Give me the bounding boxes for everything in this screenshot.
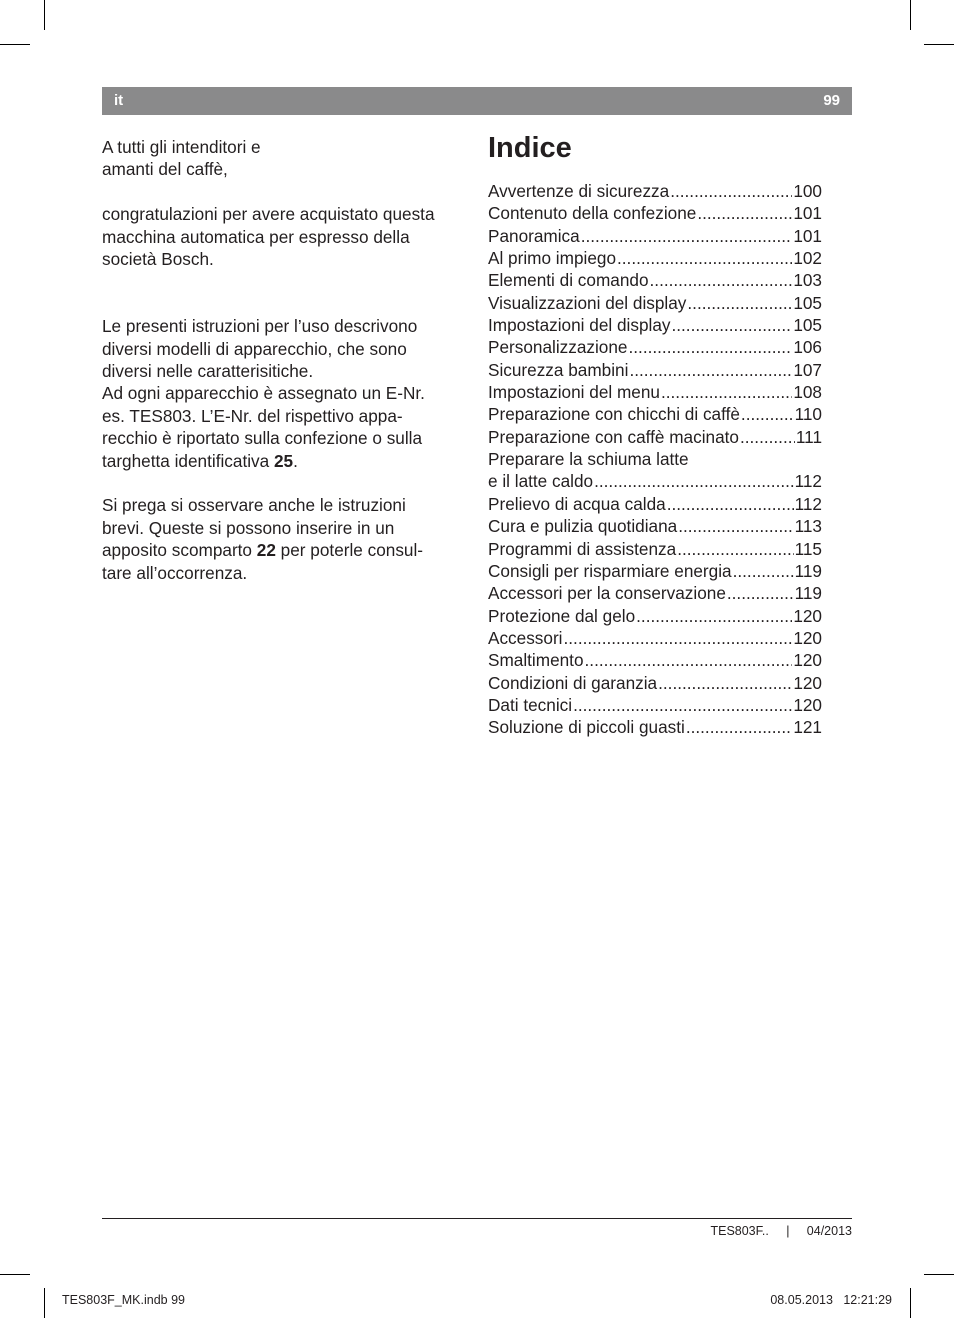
- leader-dots: [678, 515, 793, 537]
- toc-entry-label: Cura e pulizia quotidiana: [488, 516, 678, 537]
- toc-entry[interactable]: [488, 359, 822, 381]
- leader-dots: [733, 560, 794, 582]
- toc-entry-page: 110: [794, 404, 822, 425]
- leader-dots: [629, 336, 793, 358]
- intro-text: per poterle consul-: [275, 540, 424, 561]
- intro-text: targhetta identificativa: [102, 450, 274, 471]
- crop-mark: [924, 44, 954, 45]
- toc-entry[interactable]: [488, 470, 822, 492]
- toc-entry[interactable]: [488, 403, 822, 425]
- toc-entry-label: Sicurezza bambini: [488, 359, 629, 380]
- intro-line: Si prega si osservare anche le istruzioni: [102, 495, 406, 516]
- crop-mark: [924, 1274, 954, 1275]
- intro-line: diversi nelle caratterisitiche.: [102, 361, 314, 382]
- toc-entry-page: 108: [793, 382, 822, 403]
- toc-entry-page: 106: [793, 337, 822, 358]
- toc-entry-label: Preparazione con chicchi di caffè: [488, 404, 740, 425]
- table-of-contents: [488, 180, 822, 739]
- intro-line: società Bosch.: [102, 249, 214, 270]
- toc-entry-label: Panoramica: [488, 225, 580, 246]
- toc-entry-page: 112: [794, 471, 822, 492]
- toc-entry-page: 101: [793, 203, 822, 224]
- leader-dots: [661, 381, 792, 403]
- toc-entry-label: Accessori: [488, 627, 563, 648]
- footer-rule: [102, 1218, 852, 1219]
- toc-entry-label: Preparazione con caffè macinato: [488, 426, 739, 447]
- toc-entry-page: 119: [794, 560, 822, 581]
- crop-mark: [0, 44, 30, 45]
- leader-dots: [585, 649, 793, 671]
- intro-line: Ad ogni apparecchio è assegnato un E-Nr.: [102, 383, 425, 404]
- intro-line: diversi modelli di apparecchio, che sono: [102, 338, 407, 359]
- toc-entry-label: Soluzione di piccoli guasti: [488, 717, 685, 738]
- toc-entry-label: Impostazioni del display: [488, 315, 671, 336]
- intro-line: macchina automatica per espresso della: [102, 226, 410, 247]
- toc-entry[interactable]: [488, 314, 822, 336]
- intro-line: tare all’occorrenza.: [102, 562, 248, 583]
- crop-mark: [910, 1288, 911, 1318]
- intro-line: congratulazioni per avere acquistato questa: [102, 204, 435, 225]
- crop-mark: [0, 1274, 30, 1275]
- intro-line: amanti del caffè,: [102, 159, 228, 180]
- page-header-bar: [102, 87, 852, 115]
- leader-dots: [564, 627, 793, 649]
- toc-entry-label: Avvertenze di sicurezza: [488, 181, 670, 201]
- toc-entry-label: Protezione dal gelo: [488, 605, 636, 626]
- toc-entry[interactable]: [488, 336, 822, 358]
- toc-entry[interactable]: [488, 180, 822, 202]
- intro-line: recchio è riportato sulla confezione o sulla: [102, 428, 423, 449]
- toc-entry-label: Programmi di assistenza: [488, 538, 677, 559]
- leader-dots: [697, 202, 792, 224]
- toc-entry-page: 115: [794, 538, 822, 559]
- leader-dots: [741, 403, 794, 425]
- toc-entry[interactable]: [488, 582, 822, 604]
- intro-line: brevi. Queste si possono inserire in un: [102, 517, 395, 538]
- toc-entry-label: Accessori per la conservazione: [488, 583, 726, 604]
- intro-line: [102, 539, 472, 561]
- toc-entry-label: Al primo impiego: [488, 248, 616, 269]
- toc-entry[interactable]: [488, 560, 822, 582]
- toc-entry-label: Contenuto della confezione: [488, 203, 697, 224]
- toc-entry[interactable]: [488, 225, 822, 247]
- index-title: Indice: [488, 132, 572, 164]
- toc-entry-page: 111: [795, 426, 822, 447]
- toc-entry[interactable]: [488, 649, 822, 671]
- toc-entry[interactable]: [488, 716, 822, 738]
- toc-entry[interactable]: [488, 538, 822, 560]
- language-code: it: [114, 92, 124, 109]
- toc-entry-label: e il latte caldo: [488, 471, 594, 492]
- intro-column: [102, 136, 472, 584]
- print-slug-datetime: 08.05.2013 12:21:29: [770, 1293, 892, 1307]
- toc-entry-label: Condizioni di garanzia: [488, 672, 658, 693]
- toc-entry-page: 112: [794, 493, 822, 514]
- leader-dots: [671, 314, 792, 336]
- intro-line: Le presenti istruzioni per l’uso descrivono: [102, 316, 418, 337]
- toc-entry-page: 120: [793, 650, 822, 671]
- toc-entry-label: Smaltimento: [488, 650, 584, 671]
- toc-entry[interactable]: [488, 493, 822, 515]
- toc-entry[interactable]: [488, 269, 822, 291]
- toc-entry-label: Dati tecnici: [488, 694, 573, 715]
- print-slug-file: TES803F_MK.indb 99: [62, 1293, 185, 1307]
- toc-entry-label: Consigli per risparmiare energia: [488, 560, 732, 581]
- toc-entry[interactable]: [488, 247, 822, 269]
- toc-entry-label: Personalizzazione: [488, 337, 628, 358]
- toc-entry-label: Elementi di comando: [488, 270, 649, 291]
- toc-entry-page: 120: [793, 627, 822, 648]
- toc-entry-page: 102: [793, 248, 822, 269]
- intro-text: .: [293, 450, 298, 471]
- toc-entry[interactable]: [488, 694, 822, 716]
- leader-dots: [573, 694, 792, 716]
- index-column: [488, 128, 822, 739]
- leader-dots: [667, 493, 794, 515]
- toc-entry-label: Preparare la schiuma latte: [488, 449, 689, 470]
- part-reference: 22: [256, 540, 276, 561]
- crop-mark: [44, 1288, 45, 1318]
- intro-line: es. TES803. L’E-Nr. del rispettivo appa-: [102, 405, 403, 426]
- toc-entry-page: 105: [793, 315, 822, 336]
- toc-entry[interactable]: [488, 426, 822, 448]
- toc-entry-label: Prelievo di acqua calda: [488, 493, 666, 514]
- leader-dots: [594, 470, 793, 492]
- toc-entry[interactable]: [488, 672, 822, 694]
- toc-entry-page: 120: [793, 694, 822, 715]
- leader-dots: [617, 247, 792, 269]
- toc-entry-label: Visualizzazioni del display: [488, 292, 687, 313]
- toc-entry-page: 105: [793, 292, 822, 313]
- toc-entry[interactable]: [488, 605, 822, 627]
- leader-dots: [687, 292, 792, 314]
- toc-entry-page: 113: [794, 516, 822, 537]
- toc-entry-page: 101: [793, 225, 822, 246]
- toc-entry-page: 120: [793, 605, 822, 626]
- toc-entry[interactable]: [488, 381, 822, 403]
- toc-entry-page: 103: [793, 270, 822, 291]
- footer-model-date: TES803F.. | 04/2013: [710, 1224, 852, 1238]
- toc-entry[interactable]: [488, 202, 822, 224]
- toc-entry[interactable]: [488, 627, 822, 649]
- leader-dots: [727, 582, 794, 604]
- crop-mark: [44, 0, 45, 30]
- intro-line: A tutti gli intenditori e: [102, 137, 261, 157]
- leader-dots: [581, 225, 793, 247]
- toc-entry-page: 119: [794, 583, 822, 604]
- leader-dots: [740, 426, 795, 448]
- leader-dots: [636, 605, 792, 627]
- part-reference: 25: [273, 450, 294, 471]
- toc-entry-page: 100: [793, 181, 822, 201]
- page-number: 99: [823, 92, 840, 109]
- toc-entry[interactable]: [488, 292, 822, 314]
- leader-dots: [677, 538, 793, 560]
- leader-dots: [686, 716, 792, 738]
- toc-entry[interactable]: [488, 515, 822, 537]
- leader-dots: [629, 359, 792, 381]
- toc-entry-page: 120: [793, 672, 822, 693]
- leader-dots: [670, 180, 792, 202]
- toc-entry-page: 107: [793, 359, 822, 380]
- crop-mark: [910, 0, 911, 30]
- intro-line: [102, 450, 472, 472]
- toc-entry-label: Impostazioni del menu: [488, 382, 660, 403]
- leader-dots: [658, 672, 792, 694]
- intro-text: apposito scomparto: [102, 540, 257, 561]
- toc-entry-page: 121: [793, 717, 822, 738]
- leader-dots: [650, 269, 793, 291]
